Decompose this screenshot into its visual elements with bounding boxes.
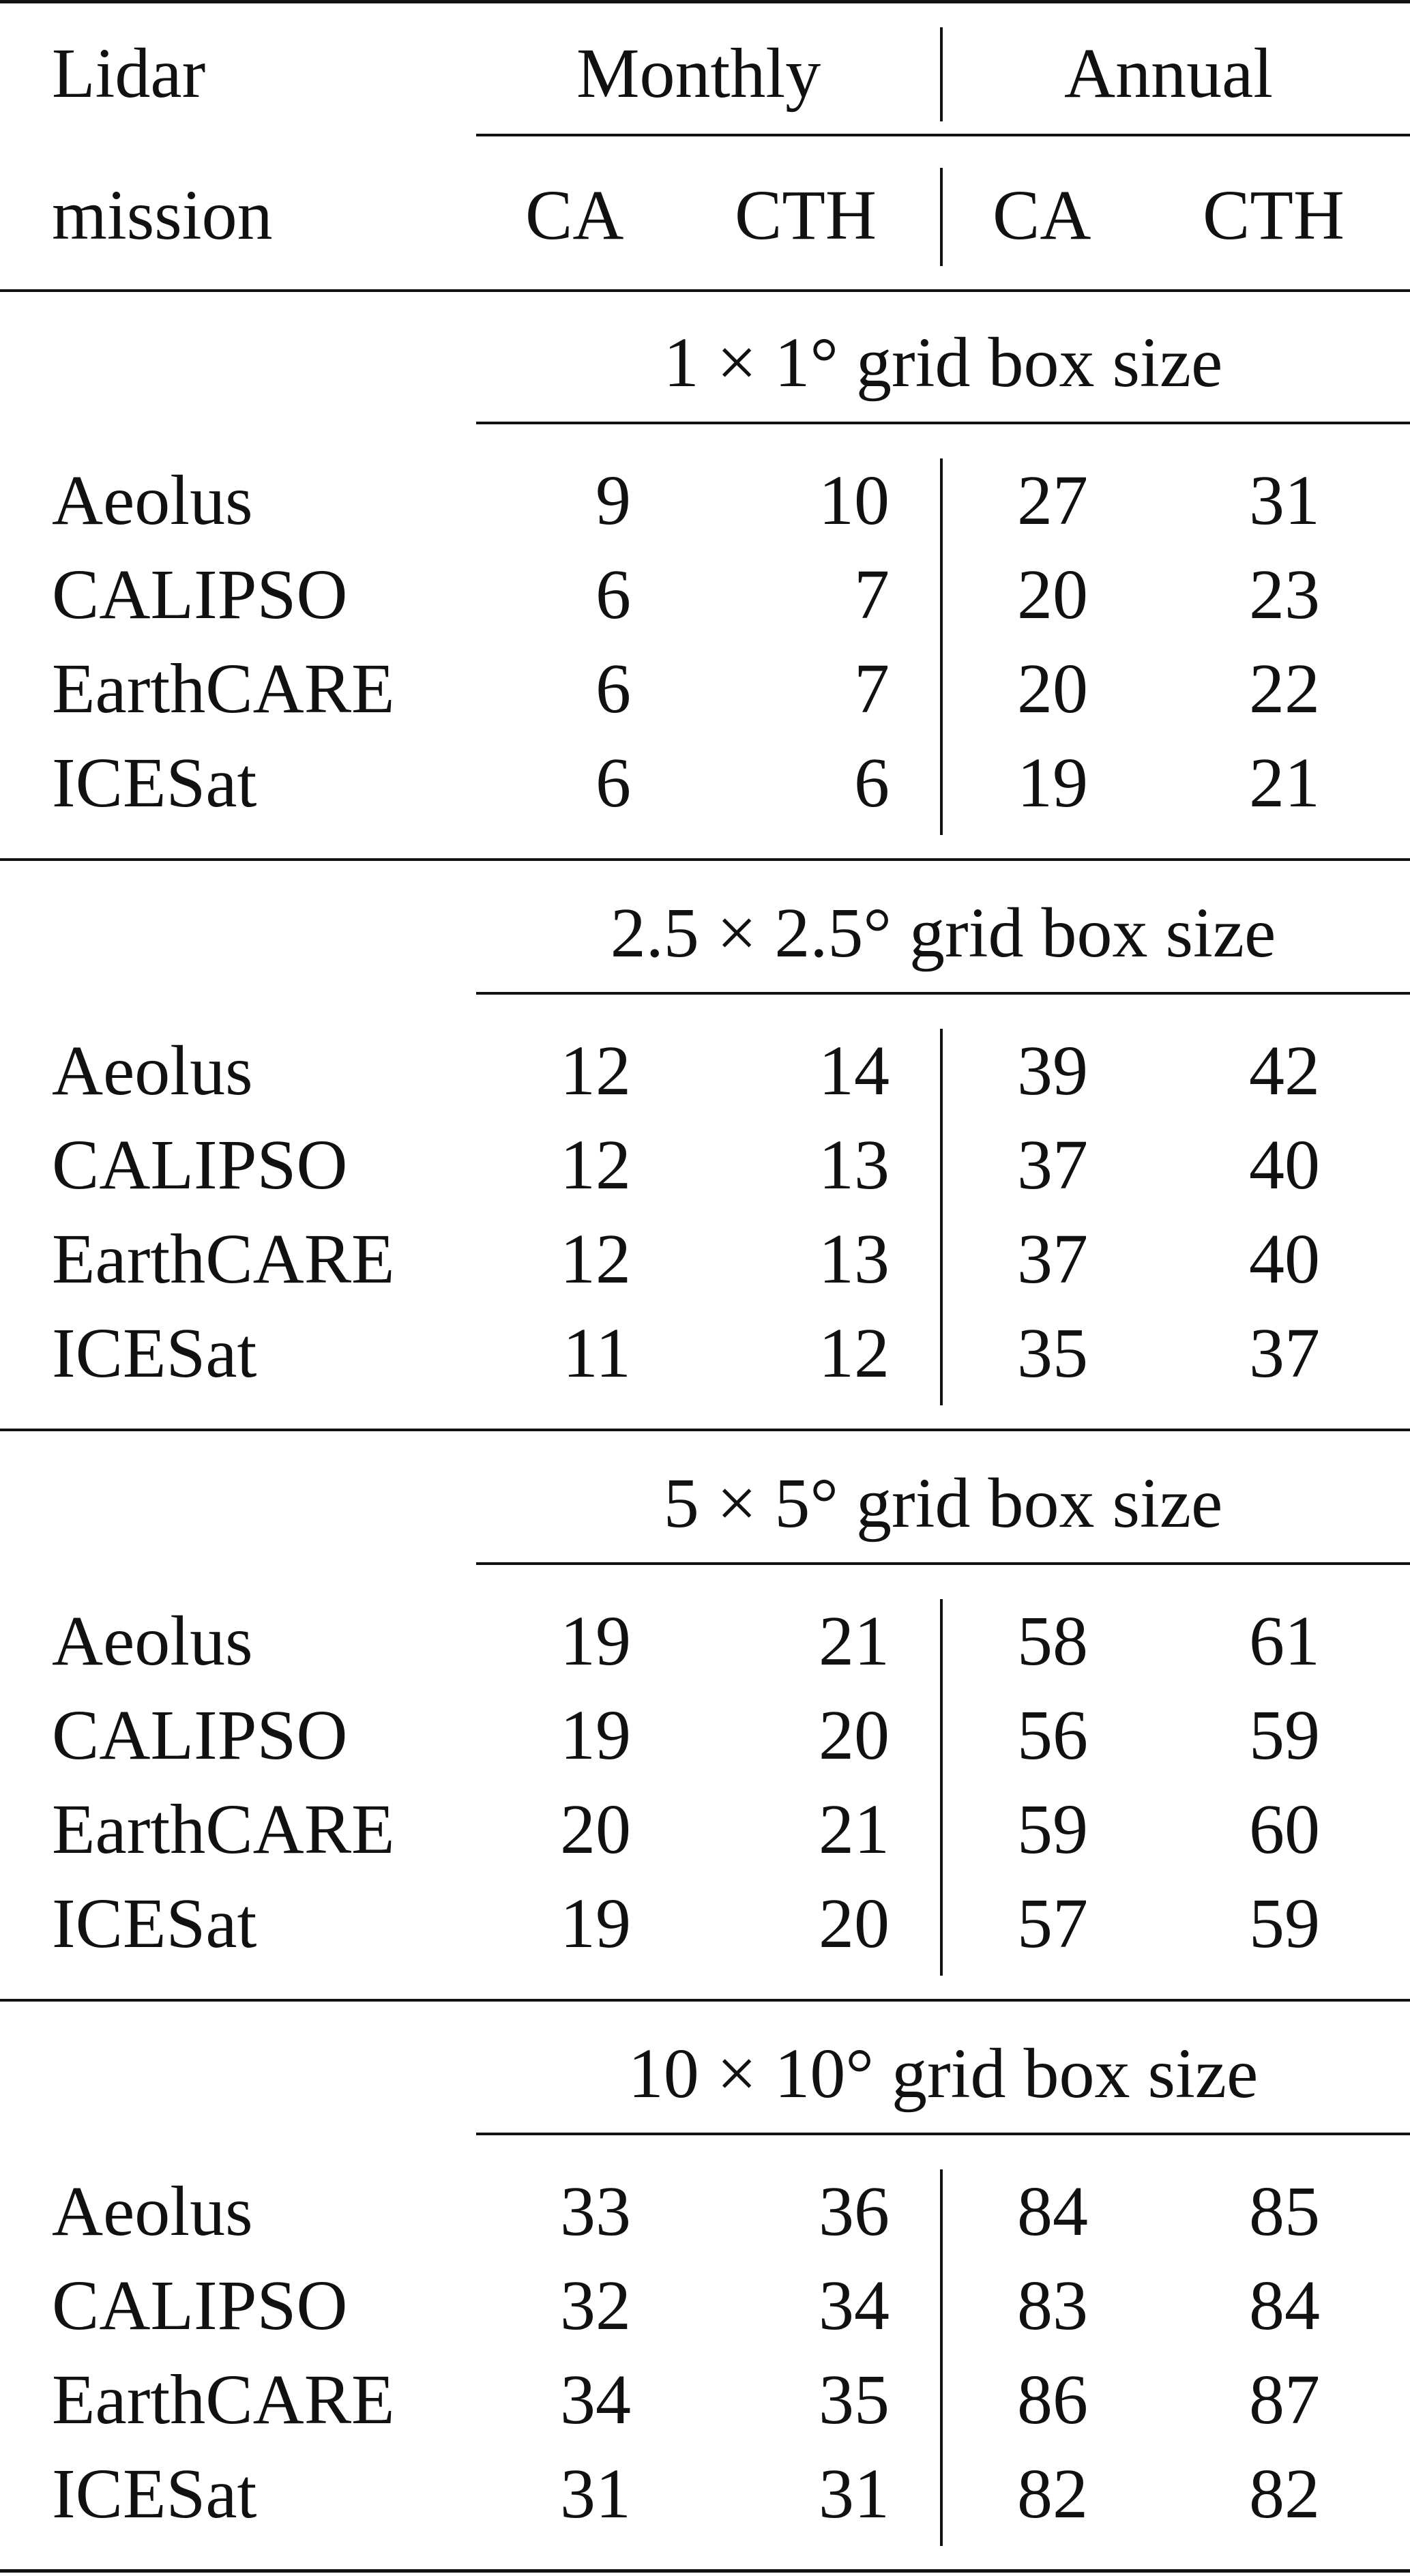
annual-ca-value: 56	[1017, 1696, 1088, 1774]
monthly-cth-value: 13	[819, 1126, 890, 1204]
mission-name: CALIPSO	[52, 555, 348, 634]
monthly-cth-value: 14	[819, 1031, 890, 1110]
monthly-cth-value: 34	[819, 2266, 890, 2345]
monthly-cth-value: 7	[854, 649, 890, 728]
monthly-cth-value: 7	[854, 555, 890, 634]
table-row	[0, 1790, 1410, 1888]
annual-ca-value: 19	[1017, 744, 1088, 822]
annual-cth-value: 59	[1249, 1884, 1320, 1963]
header-divider-bottom	[940, 168, 943, 266]
group-title: 1 × 1° grid box size	[663, 323, 1223, 402]
monthly-cth-value: 31	[819, 2455, 890, 2533]
annual-ca-value: 39	[1017, 1031, 1088, 1110]
table-row	[0, 555, 1410, 654]
mission-name: ICESat	[52, 744, 257, 822]
header-mission: mission	[52, 176, 273, 254]
monthly-cth-value: 6	[854, 744, 890, 822]
monthly-ca-value: 33	[560, 2172, 631, 2251]
header-divider-top	[940, 27, 943, 121]
annual-ca-value: 35	[1017, 1314, 1088, 1392]
annual-ca-value: 57	[1017, 1884, 1088, 1963]
mission-name: ICESat	[52, 1884, 257, 1963]
table-row	[0, 2455, 1410, 2553]
monthly-ca-value: 19	[560, 1884, 631, 1963]
annual-cth-value: 22	[1249, 649, 1320, 728]
monthly-cth-value: 21	[819, 1602, 890, 1680]
table-row	[0, 744, 1410, 842]
annual-ca-value: 84	[1017, 2172, 1088, 2251]
mission-name: Aeolus	[52, 1031, 253, 1110]
monthly-cth-value: 20	[819, 1884, 890, 1963]
annual-cth-value: 37	[1249, 1314, 1320, 1392]
annual-cth-value: 87	[1249, 2360, 1320, 2439]
mission-name: EarthCARE	[52, 649, 395, 728]
monthly-ca-value: 12	[560, 1220, 631, 1298]
mission-name: ICESat	[52, 2455, 257, 2533]
header-monthly-ca: CA	[525, 176, 624, 254]
group-title: 5 × 5° grid box size	[663, 1464, 1223, 1542]
annual-ca-value: 59	[1017, 1790, 1088, 1869]
top-rule	[0, 0, 1410, 3]
annual-ca-value: 20	[1017, 649, 1088, 728]
table-row	[0, 1602, 1410, 1700]
monthly-cth-value: 36	[819, 2172, 890, 2251]
mission-name: ICESat	[52, 1314, 257, 1392]
annual-ca-value: 37	[1017, 1126, 1088, 1204]
annual-cth-value: 61	[1249, 1602, 1320, 1680]
annual-ca-value: 58	[1017, 1602, 1088, 1680]
group-separator-rule	[0, 1999, 1410, 2002]
mission-name: Aeolus	[52, 2172, 253, 2251]
annual-cth-value: 42	[1249, 1031, 1320, 1110]
bottom-rule	[0, 2569, 1410, 2573]
header-lidar: Lidar	[52, 34, 206, 113]
group-title: 2.5 × 2.5° grid box size	[610, 894, 1276, 972]
monthly-cth-value: 12	[819, 1314, 890, 1392]
header-annual-cth: CTH	[1203, 176, 1345, 254]
annual-cth-value: 85	[1249, 2172, 1320, 2251]
group-title: 10 × 10° grid box size	[628, 2034, 1259, 2113]
monthly-ca-value: 9	[596, 461, 631, 540]
table-row	[0, 1696, 1410, 1794]
header-annual-ca: CA	[993, 176, 1091, 254]
mission-name: Aeolus	[52, 461, 253, 540]
mission-name: EarthCARE	[52, 2360, 395, 2439]
monthly-ca-value: 19	[560, 1696, 631, 1774]
monthly-ca-value: 12	[560, 1126, 631, 1204]
annual-cth-value: 31	[1249, 461, 1320, 540]
monthly-ca-value: 6	[596, 555, 631, 634]
annual-cth-value: 21	[1249, 744, 1320, 822]
group-separator-rule	[0, 1429, 1410, 1431]
header-monthly: Monthly	[576, 34, 821, 113]
annual-ca-value: 37	[1017, 1220, 1088, 1298]
table-row	[0, 2172, 1410, 2270]
table-row	[0, 2266, 1410, 2365]
table-row	[0, 2360, 1410, 2459]
table-row	[0, 461, 1410, 559]
monthly-cth-value: 10	[819, 461, 890, 540]
table-row	[0, 1220, 1410, 1318]
header-bottom-rule	[0, 289, 1410, 292]
mission-name: EarthCARE	[52, 1790, 395, 1869]
table-row	[0, 1031, 1410, 1130]
group-title-rule	[476, 992, 1410, 995]
table-row	[0, 1314, 1410, 1412]
monthly-ca-value: 11	[562, 1314, 631, 1392]
mission-name: CALIPSO	[52, 1696, 348, 1774]
table-row	[0, 1126, 1410, 1224]
annual-cth-value: 23	[1249, 555, 1320, 634]
group-title-rule	[476, 2133, 1410, 2135]
annual-cth-value: 59	[1249, 1696, 1320, 1774]
annual-ca-value: 82	[1017, 2455, 1088, 2533]
annual-ca-value: 27	[1017, 461, 1088, 540]
annual-cth-value: 84	[1249, 2266, 1320, 2345]
monthly-ca-value: 19	[560, 1602, 631, 1680]
table-row	[0, 1884, 1410, 1982]
monthly-ca-value: 6	[596, 649, 631, 728]
group-title-rule	[476, 1562, 1410, 1565]
monthly-ca-value: 12	[560, 1031, 631, 1110]
mission-name: EarthCARE	[52, 1220, 395, 1298]
group-title-rule	[476, 422, 1410, 424]
monthly-cth-value: 21	[819, 1790, 890, 1869]
monthly-ca-value: 32	[560, 2266, 631, 2345]
monthly-ca-value: 20	[560, 1790, 631, 1869]
header-monthly-cth: CTH	[735, 176, 877, 254]
monthly-ca-value: 34	[560, 2360, 631, 2439]
annual-cth-value: 40	[1249, 1126, 1320, 1204]
annual-cth-value: 82	[1249, 2455, 1320, 2533]
monthly-cth-value: 13	[819, 1220, 890, 1298]
annual-cth-value: 60	[1249, 1790, 1320, 1869]
mission-name: CALIPSO	[52, 2266, 348, 2345]
annual-ca-value: 83	[1017, 2266, 1088, 2345]
monthly-cth-value: 35	[819, 2360, 890, 2439]
header-midrule	[476, 134, 1410, 136]
monthly-cth-value: 20	[819, 1696, 890, 1774]
group-separator-rule	[0, 858, 1410, 861]
mission-name: Aeolus	[52, 1602, 253, 1680]
table-row	[0, 649, 1410, 748]
monthly-ca-value: 31	[560, 2455, 631, 2533]
mission-name: CALIPSO	[52, 1126, 348, 1204]
monthly-ca-value: 6	[596, 744, 631, 822]
annual-cth-value: 40	[1249, 1220, 1320, 1298]
annual-ca-value: 20	[1017, 555, 1088, 634]
annual-ca-value: 86	[1017, 2360, 1088, 2439]
header-annual: Annual	[1064, 34, 1274, 113]
